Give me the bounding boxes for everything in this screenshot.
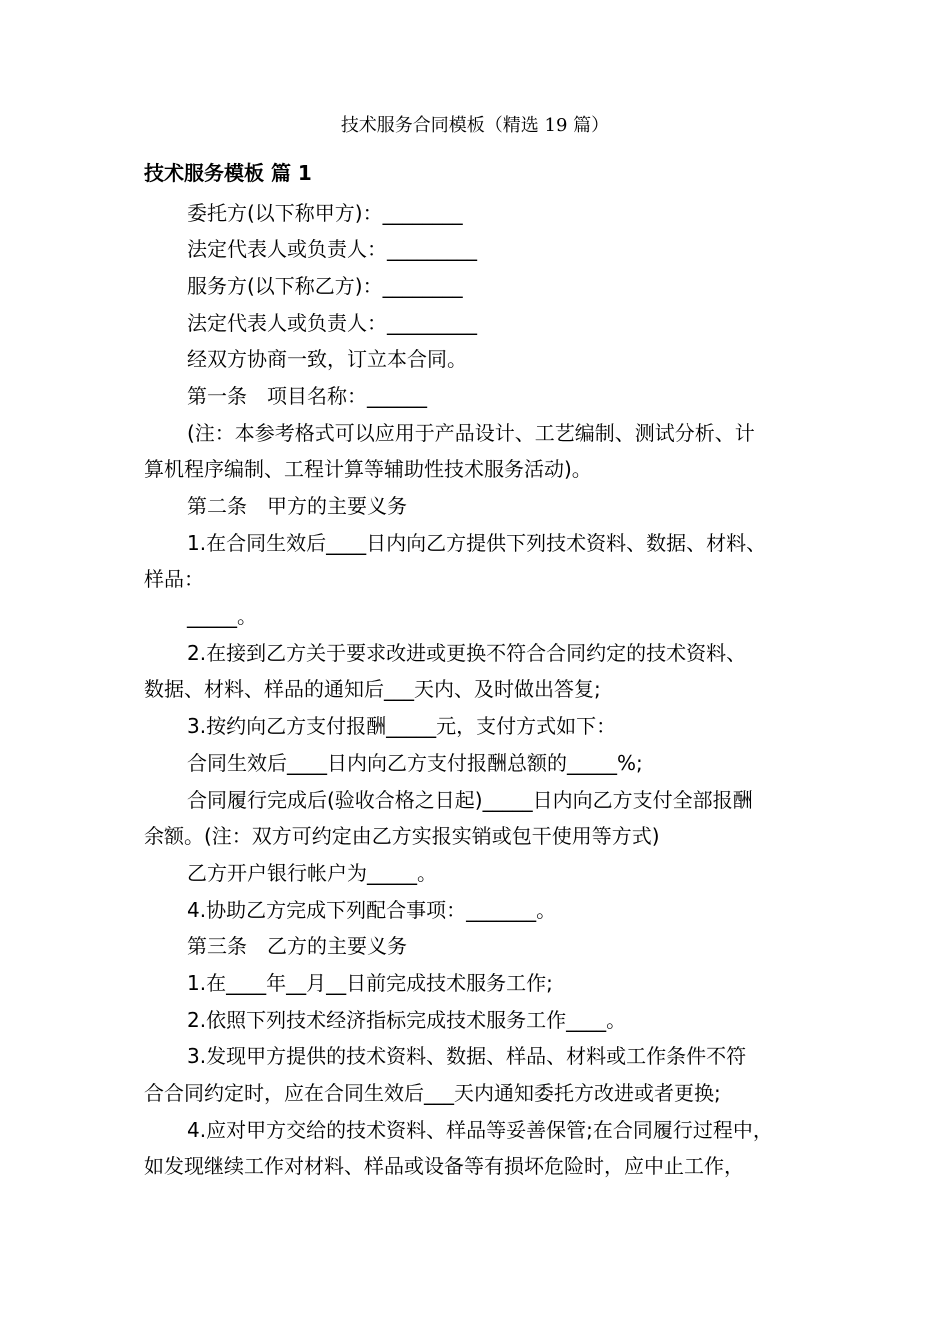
paragraph-line: 第一条 项目名称：______	[187, 384, 427, 408]
paragraph-line: 合同生效后____日内向乙方支付报酬总额的_____%;	[187, 751, 643, 775]
paragraph-line: 2.依照下列技术经济指标完成技术服务工作____。	[187, 1008, 627, 1032]
paragraph-line: 乙方开户银行帐户为_____。	[187, 861, 437, 885]
paragraph-line: 第二条 甲方的主要义务	[187, 494, 407, 518]
paragraph-line: 3.发现甲方提供的技术资料、数据、样品、材料或工作条件不符	[187, 1044, 747, 1068]
paragraph-line: 余额。(注：双方可约定由乙方实报实销或包干使用等方式)	[144, 824, 660, 848]
paragraph-line: 算机程序编制、工程计算等辅助性技术服务活动)。	[144, 457, 592, 481]
paragraph-line: 4.协助乙方完成下列配合事项：_______。	[187, 898, 557, 922]
paragraph-line: 3.按约向乙方支付报酬_____元，支付方式如下：	[187, 714, 617, 738]
section-heading: 技术服务模板 篇 1	[144, 161, 312, 185]
paragraph-line: 2.在接到乙方关于要求改进或更换不符合合同约定的技术资料、	[187, 641, 747, 665]
paragraph-line: 服务方(以下称乙方)：________	[187, 274, 463, 298]
paragraph-line: 样品：	[144, 567, 204, 591]
paragraph-line: 合同履行完成后(验收合格之日起)_____日内向乙方支付全部报酬	[187, 788, 753, 812]
document-title: 技术服务合同模板（精选 19 篇）	[340, 115, 610, 136]
paragraph-line: 数据、材料、样品的通知后___天内、及时做出答复;	[144, 677, 601, 701]
paragraph-line: 4.应对甲方交给的技术资料、样品等妥善保管;在合同履行过程中，	[187, 1118, 773, 1142]
paragraph-line: (注：本参考格式可以应用于产品设计、工艺编制、测试分析、计	[187, 421, 755, 445]
paragraph-line: 经双方协商一致，订立本合同。	[187, 347, 467, 371]
paragraph-line: 法定代表人或负责人：_________	[187, 237, 477, 261]
paragraph-line: 合合同约定时，应在合同生效后___天内通知委托方改进或者更换;	[144, 1081, 721, 1105]
paragraph-line: 1.在____年__月__日前完成技术服务工作;	[187, 971, 553, 995]
paragraph-line: 1.在合同生效后____日内向乙方提供下列技术资料、数据、材料、	[187, 531, 767, 555]
paragraph-line: 第三条 乙方的主要义务	[187, 934, 407, 958]
paragraph-line: 委托方(以下称甲方)：________	[187, 201, 463, 225]
paragraph-line: 如发现继续工作对材料、样品或设备等有损坏危险时，应中止工作，	[144, 1154, 744, 1178]
paragraph-line: 法定代表人或负责人：_________	[187, 311, 477, 335]
paragraph-line: _____。	[187, 604, 257, 628]
